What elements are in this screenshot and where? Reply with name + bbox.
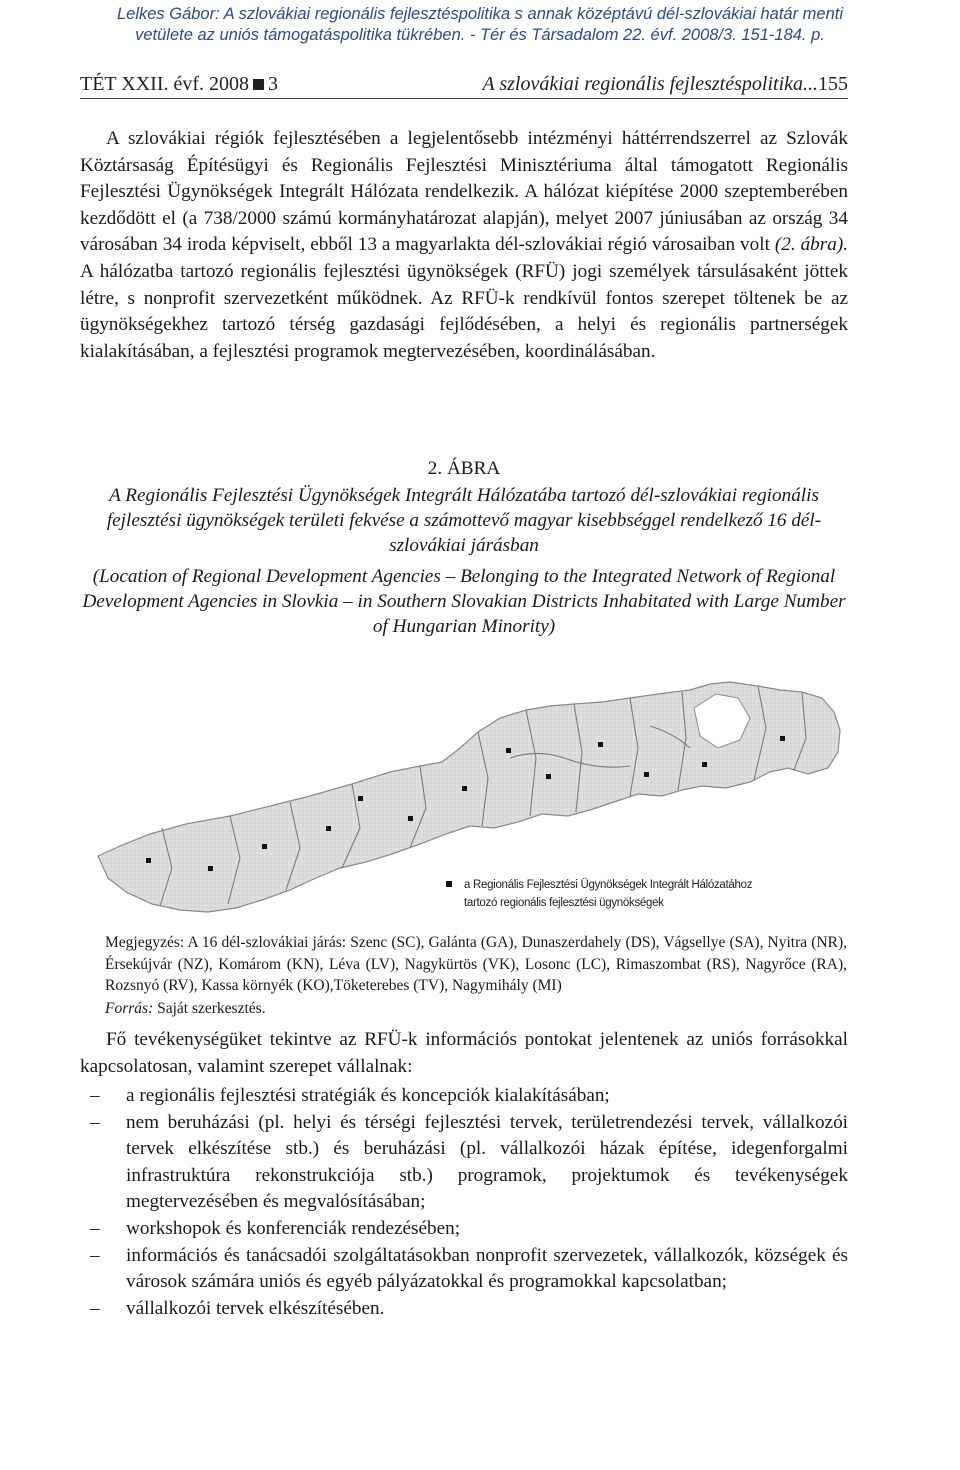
bullet-dash: – <box>90 1111 100 1133</box>
bullet-dash: – <box>90 1244 100 1266</box>
paragraph-1-text: A szlovákiai régiók fejlesztésében a legjelentősebb intézményi háttérrendszerrel az Szlovák Köztársaság Építésügyi és Regionális Fejlesztési Minisztériuma által támogatott Regionális Fejlesztési Ügynökségek Integrált Hálózata rendelkezik. A hálózat kiépítése 2000 szeptemberében kezdődött el (a 738/2000 számú kormányhatározat alapján), melyet 2007 júniusában az ország 34 városában 34 iroda képviselt, ebből 13 a magyarlakta dél-szlovákiai régió városaiban volt <box>80 128 848 256</box>
figure-reference: (2. ábra). <box>774 234 849 256</box>
paragraph-2: Fő tevékenységüket tekintve az RFÜ-k információs pontokat jelentenek az uniós forrásokkal kapcsolatosan, valamint szerepet vállalnak: <box>80 1029 848 1077</box>
journal-issue: 3 <box>268 73 279 95</box>
source-text: Saját szerkesztés. <box>157 1000 266 1017</box>
citation-line-1: Lelkes Gábor: A szlovákiai regionális fejlesztéspolitika s annak középtávú dél-szlovákiai határ menti <box>116 5 844 23</box>
figure-source <box>105 998 847 1020</box>
article-short-title <box>482 72 848 96</box>
figure-caption-hu: A Regionális Fejlesztési Ügynökségek Integrált Hálózatába tartozó dél-szlovákiai regionális fejlesztési ügynökségek területi fekvése a számottevő magyar kisebbséggel rendelkező 16 dél-szlovákiai járásban <box>106 485 822 556</box>
list-item <box>80 1296 848 1323</box>
figure-caption-en: (Location of Regional Development Agencies – Belonging to the Integrated Network of Regional Development Agencies in Slovkia – in Southern Slovakian Districts Inhabitated with Large Number of Hungarian Minority) <box>82 566 846 637</box>
list-item-text: workshopok és konferenciák rendezésében; <box>126 1217 461 1239</box>
list-item <box>80 1243 848 1296</box>
short-title: A szlovákiai regionális fejlesztéspolitika... <box>482 73 818 95</box>
paragraph-1-rest: A hálózatba tartozó regionális fejlesztési ügynökségek (RFÜ) jogi személyek társulásaként jöttek létre, s nonprofit szervezetként működnek. Az RFÜ-k rendkívül fontos szerepet töltenek be az ügynökségekhez tartozó térség gazdasági fejlődésében, a helyi és regionális partnerségek kialakításában, a fejlesztési programok megtervezésében, koordinálásában. <box>80 260 848 362</box>
bullet-dash: – <box>90 1297 100 1319</box>
citation-line-2: vetülete az uniós támogatáspolitika tükrében. - Tér és Társadalom 22. évf. 2008/3. 151-184. p. <box>135 26 825 44</box>
black-square-marker-icon <box>446 881 452 887</box>
figure-note: Megjegyzés: A 16 dél-szlovákiai járás: Szenc (SC), Galánta (GA), Dunaszerdahely (DS), Vágsellye (SA), Nyitra (NR), Érsekújvár (NZ), Komárom (KN), Léva (LV), Nagykürtös (VK), Losonc (LC), Rimaszombat (RS), Nagyrőce (RA), Rozsnyó (RV), Kassa környék (KO),Töketerebes (TV), Nagymihály (MI) <box>105 934 847 994</box>
legend-line-1: a Regionális Fejlesztési Ügynökségek Integrált Hálózatához <box>464 879 753 891</box>
paragraph-1 <box>80 126 848 365</box>
source-label: Forrás: <box>105 1000 154 1017</box>
journal-info <box>80 72 278 96</box>
list-item <box>80 1110 848 1216</box>
citation-header <box>0 4 960 46</box>
list-item <box>80 1216 848 1243</box>
black-square-icon <box>253 79 264 90</box>
map-legend <box>448 876 848 912</box>
list-item-text: a regionális fejlesztési stratégiák és koncepciók kialakításában; <box>126 1085 610 1106</box>
list-item-text: vállalkozói tervek elkészítésében. <box>126 1297 385 1319</box>
journal-name: TÉT XXII. évf. 2008 <box>80 73 250 95</box>
bullet-dash: – <box>90 1217 100 1239</box>
list-item <box>80 1083 848 1110</box>
running-head <box>80 72 848 99</box>
activity-list <box>80 1083 848 1322</box>
list-item-text: nem beruházási (pl. helyi és térségi fejlesztési tervek, területrendezési tervek, vállalkozói tervek elkészítése stb.) és beruházási (pl. vállalkozói házak építése, idegenforgalmi infrastruktúra rekonstrukciója stb.) programok, projektumok és tevékenységek megtervezésében és megvalósításában; <box>126 1111 848 1213</box>
page-number: 155 <box>818 73 848 95</box>
bullet-dash: – <box>90 1085 100 1106</box>
figure-number: 2. ÁBRA <box>427 458 501 479</box>
list-item-text: információs és tanácsadói szolgáltatásokban nonprofit szervezetek, vállalkozók, községek és városok számára uniós és egyéb pályázatokkal és programokkal kapcsolatban; <box>126 1244 848 1293</box>
legend-line-2: tartozó regionális fejlesztési ügynökségek <box>464 897 664 909</box>
